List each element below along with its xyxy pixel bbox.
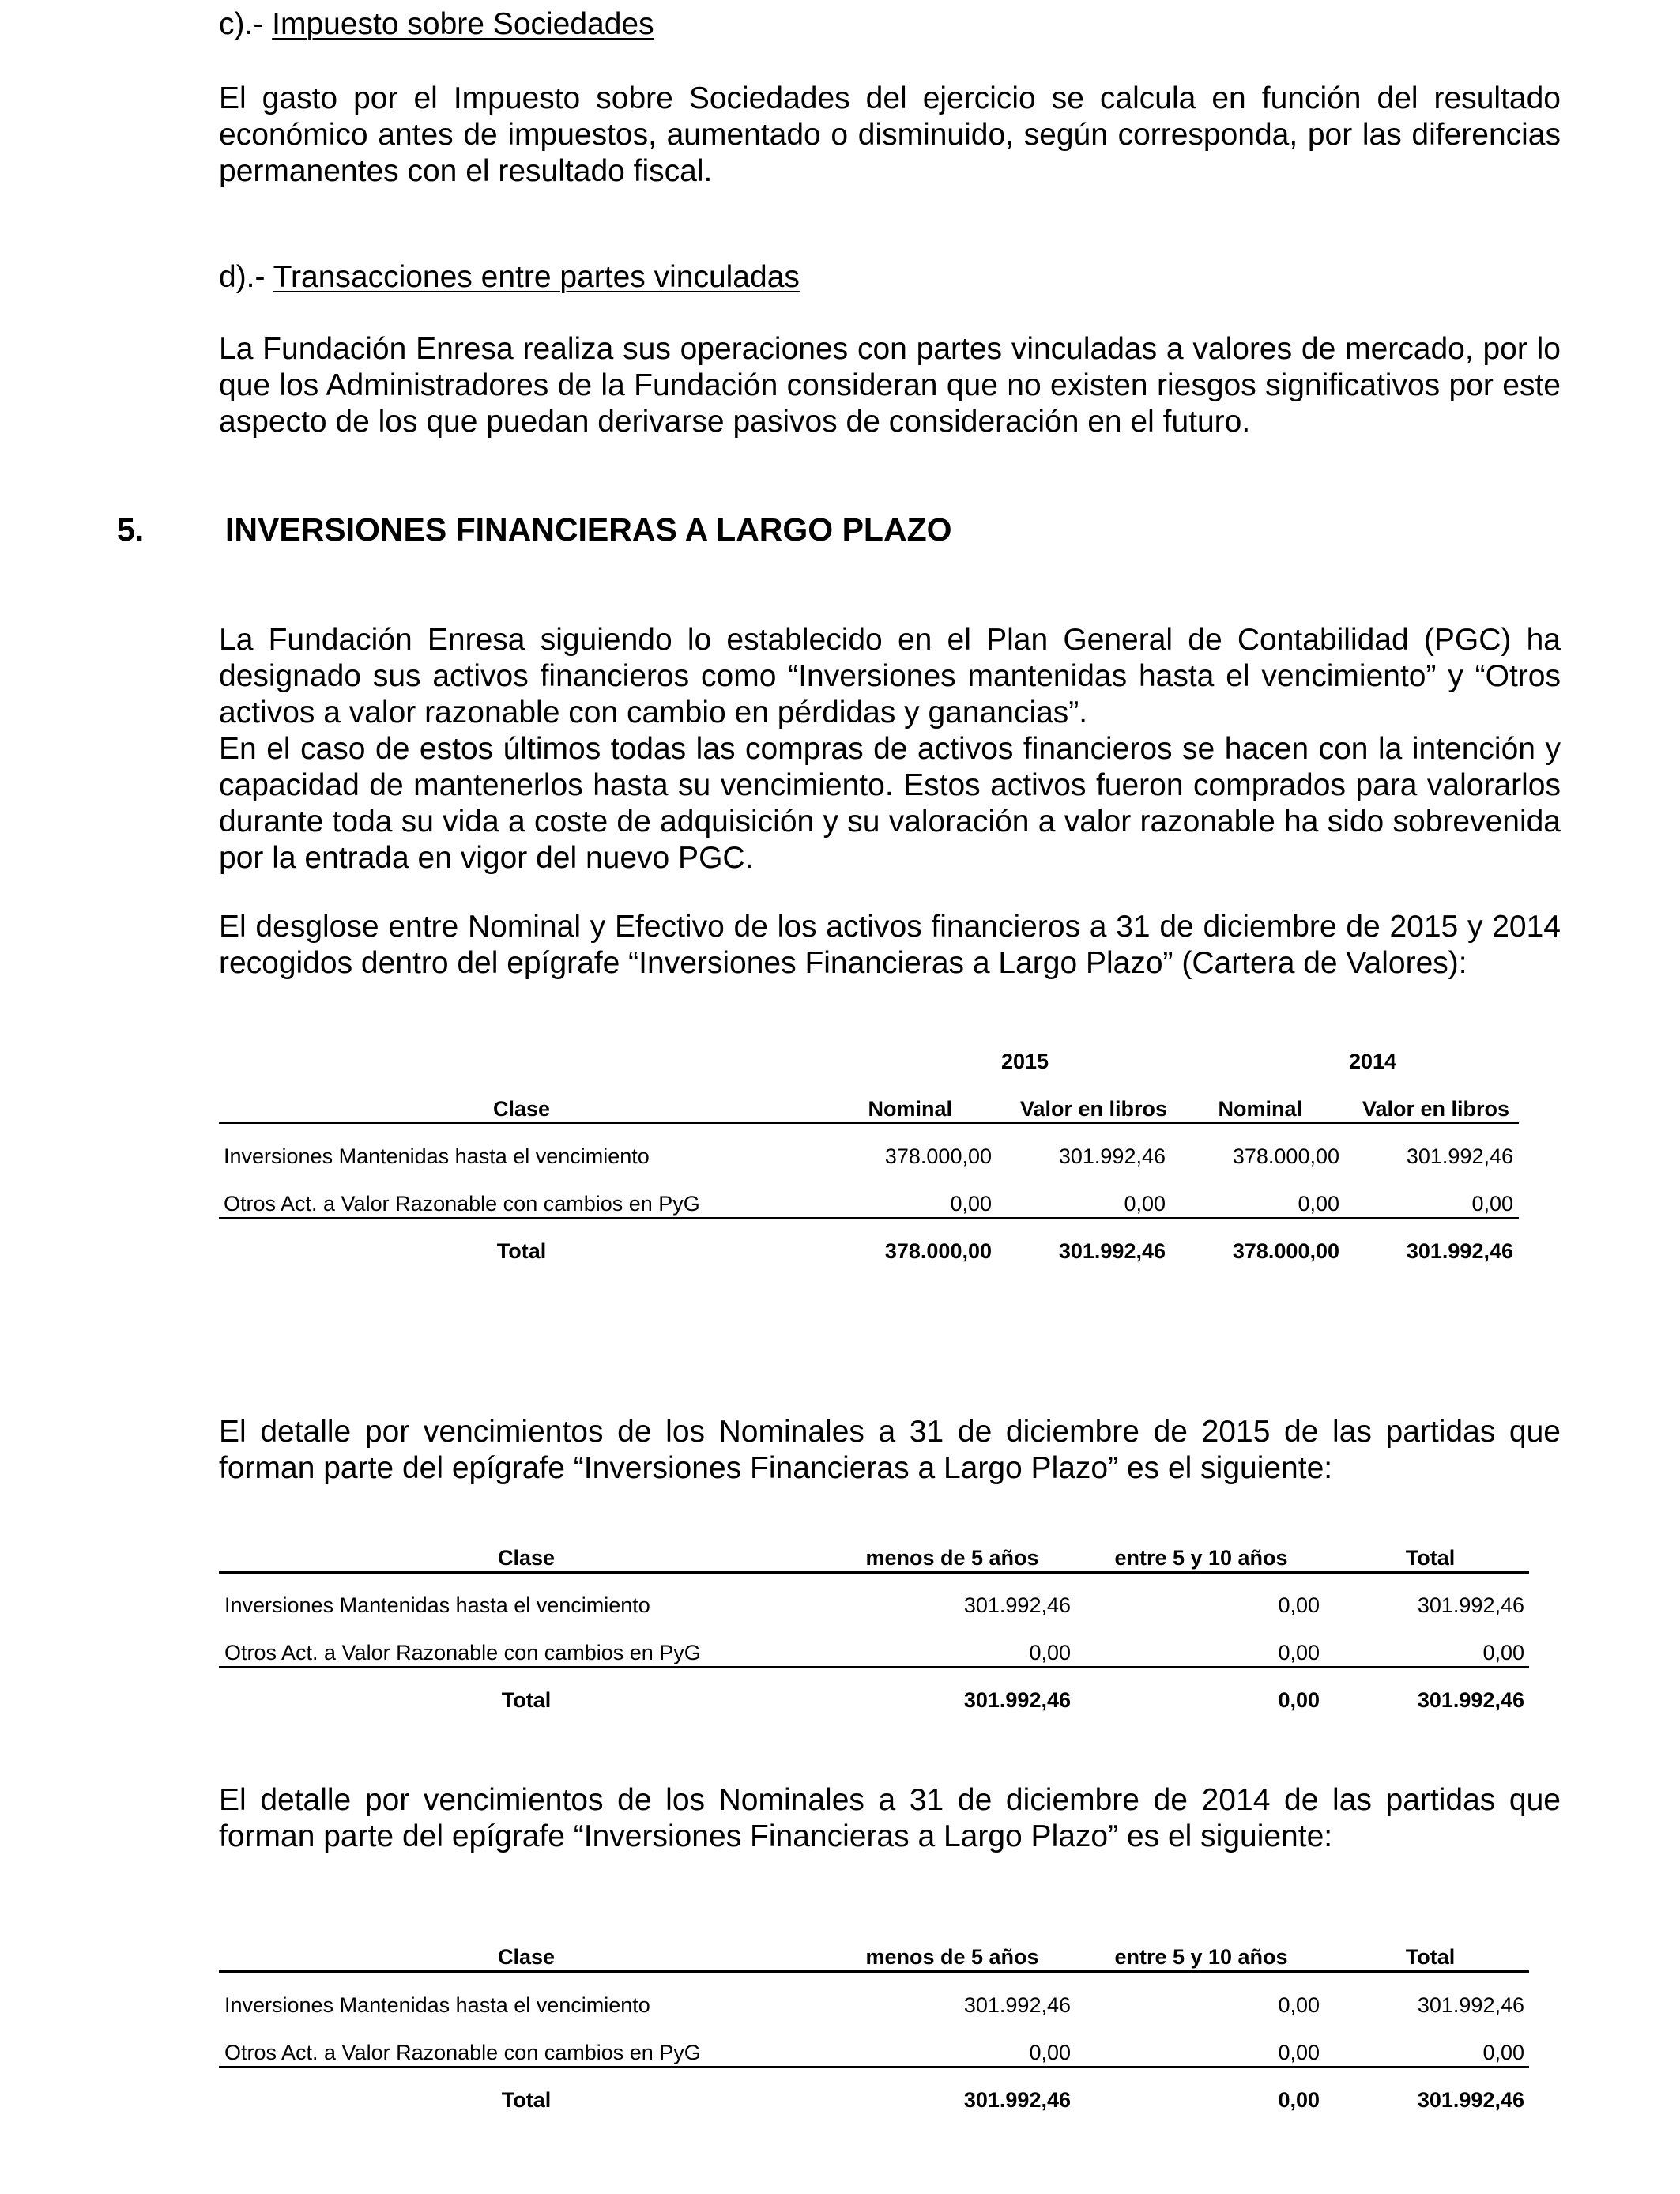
total-label: Total — [496, 1239, 547, 1263]
table-cell: 378.000,00 — [1232, 1144, 1339, 1168]
column-header: Valor en libros — [1362, 1097, 1509, 1121]
total-cell: 301.992,46 — [963, 2088, 1071, 2112]
column-header: Clase — [492, 1097, 551, 1121]
paragraph-7 — [219, 1782, 1561, 1855]
table-rule — [219, 1666, 1529, 1668]
table-cell: 0,00 — [1278, 1993, 1320, 2017]
table-cell: 301.992,46 — [963, 1993, 1071, 2017]
table-row-label: Otros Act. a Valor Razonable con cambios en PyG — [224, 2041, 701, 2064]
table-cell: 0,00 — [1471, 1192, 1513, 1216]
total-label: Total — [501, 1688, 552, 1712]
paragraph-7-text: El detalle por vencimientos de los Nominales a 31 de diciembre de 2014 de las partidas que forman parte del epígrafe “Inversiones Financieras a Largo Plazo” es el siguiente: — [219, 1783, 1561, 1853]
table-cell: 301.992,46 — [1058, 1144, 1166, 1168]
subheading-c-prefix: c).- — [219, 7, 273, 41]
table-rule — [219, 1122, 1519, 1124]
table-cell: 301.992,46 — [1406, 1144, 1513, 1168]
total-cell: 0,00 — [1278, 2088, 1320, 2112]
table-cell: 0,00 — [1482, 2041, 1524, 2064]
table-cell: 0,00 — [1029, 1641, 1071, 1664]
column-header: Total — [1405, 1546, 1456, 1570]
column-header: menos de 5 años — [865, 1945, 1039, 1969]
table-rule — [219, 2066, 1529, 2068]
column-header: Valor en libros — [1019, 1097, 1167, 1121]
table-row-label: Inversiones Mantenidas hasta el vencimiento — [224, 1144, 650, 1168]
paragraph-5b-text: En el caso de estos últimos todas las compras de activos financieros se hacen con la intención y capacidad de mantenerlos hasta su vencimiento. Estos activos fueron comprados para valorarlos durante toda su vida a coste de adquisición y su valoración a valor razonable ha sido sobrevenida por la entrada en vigor del nuevo PGC. — [219, 732, 1561, 875]
table-cell: 301.992,46 — [963, 1593, 1071, 1617]
table-cell: 0,00 — [1124, 1192, 1166, 1216]
table-cell: 0,00 — [1278, 1593, 1320, 1617]
table-row-label: Inversiones Mantenidas hasta el vencimiento — [224, 1993, 650, 2017]
subheading-d-prefix: d).- — [219, 260, 273, 294]
subheading-d-title: Transacciones entre partes vinculadas — [273, 260, 800, 294]
total-cell: 0,00 — [1278, 1688, 1320, 1712]
total-cell: 301.992,46 — [1058, 1239, 1166, 1263]
total-cell: 301.992,46 — [963, 1688, 1071, 1712]
section-heading — [117, 511, 952, 548]
table-row-label: Inversiones Mantenidas hasta el vencimiento — [224, 1593, 650, 1617]
paragraph-5c — [219, 909, 1561, 982]
table-cell: 301.992,46 — [1417, 1993, 1524, 2017]
table-cell: 0,00 — [1029, 2041, 1071, 2064]
table-cell: 301.992,46 — [1417, 1593, 1524, 1617]
paragraph-5 — [219, 622, 1561, 876]
column-header: entre 5 y 10 años — [1114, 1945, 1288, 1969]
column-header: Nominal — [1218, 1097, 1302, 1121]
table-cell: 0,00 — [1482, 1641, 1524, 1664]
paragraph-d — [219, 331, 1561, 440]
table-cell: 378.000,00 — [884, 1144, 992, 1168]
table-row-label: Otros Act. a Valor Razonable con cambios en PyG — [224, 1641, 701, 1664]
subheading-c — [219, 6, 654, 43]
table-cell: 0,00 — [1278, 1641, 1320, 1664]
total-label: Total — [501, 2088, 552, 2112]
table-row-label: Otros Act. a Valor Razonable con cambios en PyG — [224, 1192, 700, 1216]
table-rule — [219, 1571, 1529, 1574]
column-header: Clase — [497, 1945, 556, 1969]
table-rule — [219, 1970, 1529, 1973]
column-header: entre 5 y 10 años — [1114, 1546, 1288, 1570]
paragraph-6 — [219, 1414, 1561, 1487]
paragraph-c — [219, 81, 1561, 190]
column-header: menos de 5 años — [865, 1546, 1039, 1570]
table-cell: 0,00 — [1298, 1192, 1339, 1216]
total-cell: 301.992,46 — [1417, 2088, 1524, 2112]
year-2014-header: 2014 — [1348, 1050, 1397, 1073]
paragraph-5a-text: La Fundación Enresa siguiendo lo establecido en el Plan General de Contabilidad (PGC) ha designado sus activos financieros como “Inversiones mantenidas hasta el vencimiento” y “Otros activos a valor razonable con cambio en pérdidas y ganancias”. — [219, 623, 1561, 729]
total-cell: 378.000,00 — [884, 1239, 992, 1263]
subheading-d — [219, 258, 800, 296]
table-cell: 0,00 — [950, 1192, 992, 1216]
paragraph-d-text: La Fundación Enresa realiza sus operaciones con partes vinculadas a valores de mercado, por lo que los Administradores de la Fundación consideran que no existen riesgos significativos por este aspecto de los que puedan derivarse pasivos de consideración en el futuro. — [219, 332, 1561, 439]
total-cell: 378.000,00 — [1232, 1239, 1339, 1263]
paragraph-5c-text: El desglose entre Nominal y Efectivo de los activos financieros a 31 de diciembre de 2015 y 2014 recogidos dentro del epígrafe “Inversiones Financieras a Largo Plazo” (Cartera de Valores): — [219, 910, 1561, 980]
year-2015-header: 2015 — [1000, 1050, 1049, 1073]
column-header: Nominal — [868, 1097, 952, 1121]
table-rule — [219, 1217, 1519, 1219]
table-cell: 0,00 — [1278, 2041, 1320, 2064]
total-cell: 301.992,46 — [1406, 1239, 1513, 1263]
paragraph-c-text: El gasto por el Impuesto sobre Sociedades del ejercicio se calcula en función del resultado económico antes de impuestos, aumentado o disminuido, según corresponda, por las diferencias permanentes con el resultado fiscal. — [219, 81, 1561, 188]
section-number: 5. — [117, 511, 145, 548]
section-title: INVERSIONES FINANCIERAS A LARGO PLAZO — [225, 511, 952, 548]
column-header: Clase — [497, 1546, 556, 1570]
paragraph-6-text: El detalle por vencimientos de los Nominales a 31 de diciembre de 2015 de las partidas que forman parte del epígrafe “Inversiones Financieras a Largo Plazo” es el siguiente: — [219, 1415, 1561, 1485]
total-cell: 301.992,46 — [1417, 1688, 1524, 1712]
subheading-c-title: Impuesto sobre Sociedades — [272, 7, 654, 41]
column-header: Total — [1405, 1945, 1456, 1969]
